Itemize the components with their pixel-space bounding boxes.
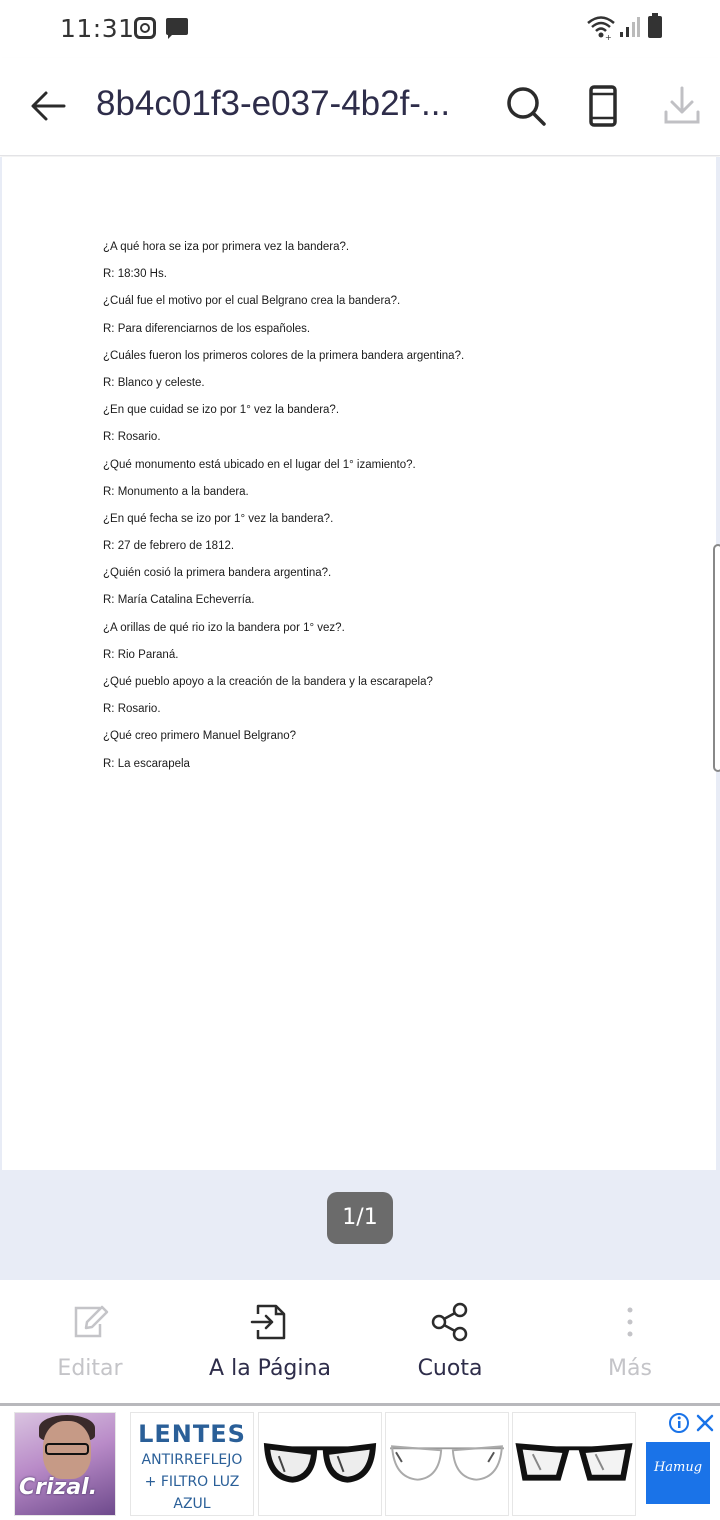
doc-line: ¿En qué fecha se izo por 1° vez la bandera?.: [103, 512, 334, 525]
doc-line: R: Rosario.: [103, 703, 161, 716]
ad-info-icon[interactable]: [668, 1412, 690, 1434]
document-text: [103, 239, 703, 783]
doc-line: R: Monumento a la bandera.: [103, 485, 249, 498]
ad-model-glasses: [45, 1443, 89, 1455]
doc-line: ¿A qué hora se iza por primera vez la bandera?.: [103, 241, 350, 253]
more-label: Más: [608, 1356, 652, 1381]
back-arrow-icon[interactable]: [28, 86, 68, 126]
doc-line: R: Para diferenciarnos de los españoles.: [103, 322, 311, 335]
ad-subline-2: + FILTRO LUZ AZUL: [144, 1474, 240, 1512]
doc-line: R: María Catalina Echeverría.: [103, 594, 255, 607]
doc-line: ¿Qué pueblo apoyo a la creación de la bandera y la escarapela?: [103, 676, 433, 688]
app-header: [0, 58, 720, 156]
ad-glasses-rectangle[interactable]: [512, 1412, 636, 1516]
goto-page-label: A la Página: [209, 1356, 331, 1381]
wifi-icon: [586, 14, 616, 40]
scrollbar-handle[interactable]: [713, 544, 720, 772]
phone-icon[interactable]: [581, 84, 625, 128]
battery-icon: [648, 16, 662, 38]
ad-crizal-image[interactable]: [14, 1412, 116, 1516]
chat-icon: [166, 18, 188, 35]
share-button[interactable]: [360, 1280, 540, 1404]
ad-glasses-metal[interactable]: [385, 1412, 509, 1516]
status-time: 11:31: [60, 14, 135, 43]
edit-button[interactable]: [0, 1280, 180, 1404]
doc-line: ¿Qué monumento está ubicado en el lugar del 1° izamiento?.: [103, 458, 416, 471]
ad-close-icon[interactable]: [694, 1412, 716, 1434]
doc-line: R: Rosario.: [103, 431, 161, 444]
goto-page-icon: [250, 1302, 290, 1342]
doc-line: R: Blanco y celeste.: [103, 376, 205, 389]
download-icon[interactable]: [660, 84, 704, 128]
doc-line: ¿Qué creo primero Manuel Belgrano?: [103, 730, 297, 743]
bottom-toolbar: [0, 1280, 720, 1404]
doc-line: ¿A orillas de qué rio izo la bandera por 1° vez?.: [103, 621, 345, 634]
doc-line: ¿Cuáles fueron los primeros colores de la primera bandera argentina?.: [103, 349, 465, 362]
signal-icon: [618, 16, 640, 38]
more-vertical-icon: [610, 1302, 650, 1342]
ad-subline-1: ANTIRREFLEJO: [141, 1452, 243, 1468]
doc-line: R: 27 de febrero de 1812.: [103, 540, 235, 553]
goto-page-button[interactable]: [180, 1280, 360, 1404]
instagram-icon: [134, 17, 156, 39]
document-title: 8b4c01f3-e037-4b2f-...: [96, 84, 451, 123]
ad-headline: LENTES: [138, 1420, 246, 1448]
ad-glasses-black[interactable]: [258, 1412, 382, 1516]
more-button[interactable]: [540, 1280, 720, 1404]
ad-text-panel[interactable]: [130, 1412, 254, 1516]
page-indicator: 1/1: [327, 1192, 393, 1244]
edit-label: Editar: [57, 1356, 123, 1381]
edit-icon: [70, 1302, 110, 1342]
ad-logo-text: Hamug: [653, 1460, 703, 1475]
share-label: Cuota: [417, 1356, 483, 1381]
document-viewer[interactable]: [0, 157, 720, 1280]
ad-logo[interactable]: [646, 1442, 710, 1504]
doc-line: R: 18:30 Hs.: [103, 268, 167, 281]
doc-line: ¿Cuál fue el motivo por el cual Belgrano crea la bandera?.: [103, 295, 401, 308]
doc-line: ¿Quién cosió la primera bandera argentina?.: [103, 567, 332, 580]
svg-text:+: +: [605, 33, 612, 40]
document-page: [2, 157, 716, 1170]
status-bar: [0, 0, 720, 58]
search-icon[interactable]: [504, 84, 548, 128]
ad-banner[interactable]: [0, 1406, 720, 1520]
doc-line: R: Rio Paraná.: [103, 648, 179, 661]
doc-line: R: La escarapela: [103, 757, 190, 770]
doc-line: ¿En que cuidad se izo por 1° vez la bandera?.: [103, 404, 340, 417]
ad-brand: Crizal.: [19, 1475, 98, 1500]
share-icon: [430, 1302, 470, 1342]
